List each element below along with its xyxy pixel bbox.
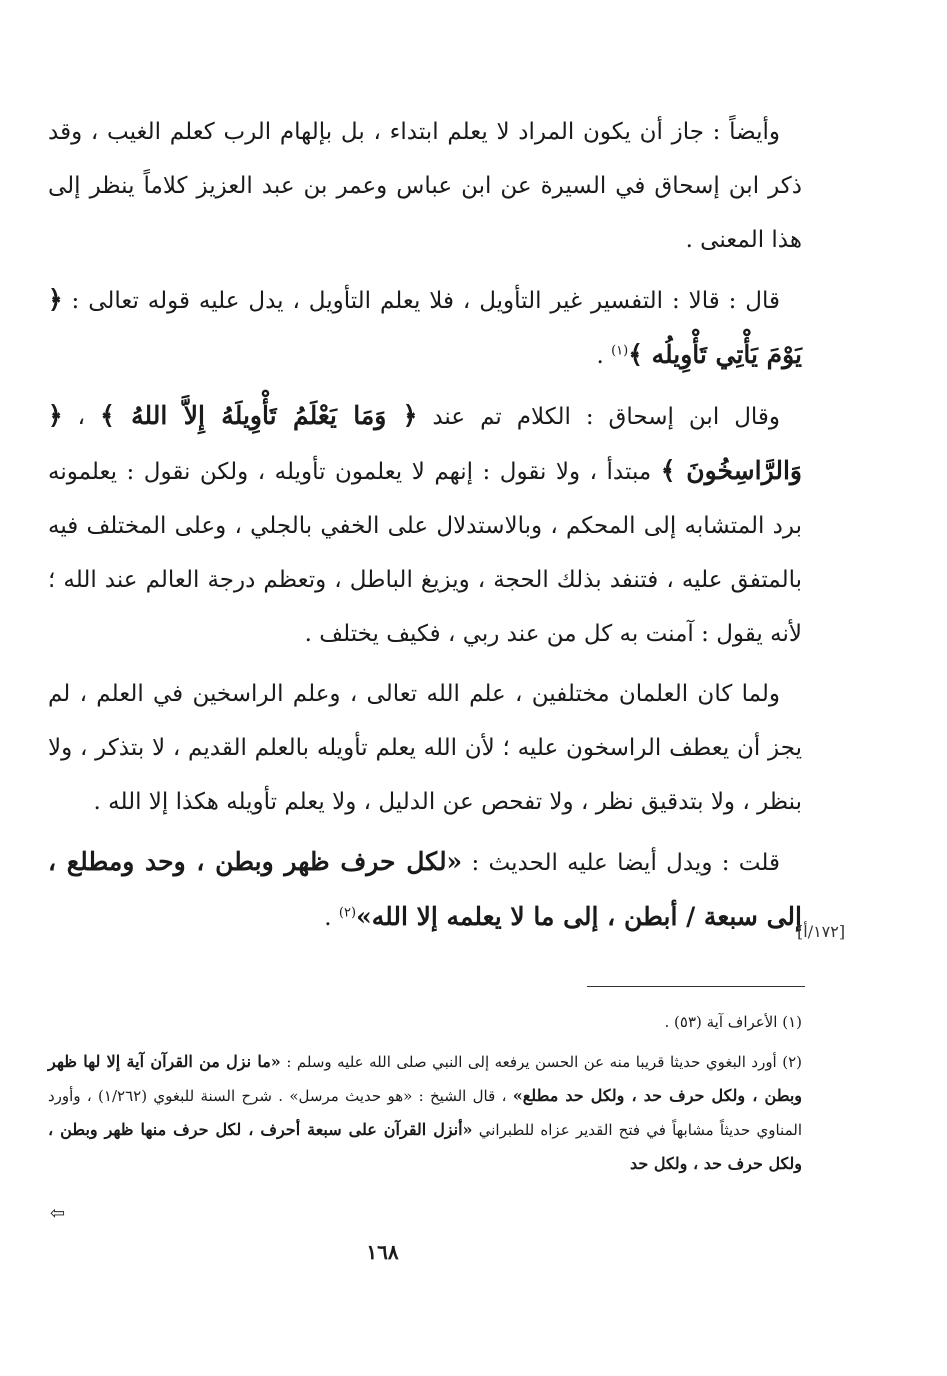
quran-verse: ﴿ يَوْمَ يَأْتِي تَأْوِيلُه ﴾: [48, 285, 802, 369]
paragraph-4: [48, 667, 802, 829]
paragraph-text: وأيضاً : جاز أن يكون المراد لا يعلم ابتداء ، بل بإلهام الرب كعلم الغيب ، وقد ذكر ابن إسحاق في السيرة عن ابن عباس وعمر بن عبد العزيز كلاماً ينظر إلى هذا المعنى .: [48, 119, 802, 253]
footnote-2: [48, 1045, 802, 1181]
footnote-ref: (١): [611, 343, 629, 359]
paragraph-text: ،: [62, 404, 101, 430]
main-text: [48, 105, 802, 951]
paragraph-text: .: [324, 905, 339, 931]
hadith-quote: «ما نزل من القرآن آية إلا لها ظهر وبطن ، ولكل حرف حد ، ولكل حد مطلع»: [48, 1052, 802, 1105]
footnote-ref: (٢): [338, 905, 357, 921]
hadith-quote: «أنزل القرآن على سبعة أحرف ، لكل حرف منها ظهر وبطن ، ولكل حرف حد ، ولكل حد: [48, 1120, 802, 1173]
paragraph-5: [48, 835, 802, 945]
footnote-1: [48, 1005, 802, 1039]
paragraph-text: مبتدأ ، ولا نقول : إنهم لا يعلمون تأويله ، ولكن نقول : يعلمونه برد المتشابه إلى المحكم ، وبالاستدلال على الخفي بالجلي ، وعلى المختلف فيه بالمتفق عليه ، فتنفد بذلك الحجة ، ويزيغ الباطل ، وتعظم درجة العالم عند الله ؛ لأنه يقول : آمنت به كل من عند ربي ، فكيف يختلف .: [48, 459, 802, 647]
paragraph-text: .: [596, 343, 612, 369]
page-number: ١٦٨: [366, 1240, 399, 1264]
paragraph-text: ولما كان العلمان مختلفين ، علم الله تعالى ، وعلم الراسخين في العلم ، لم يجز أن يعطف الراسخون عليه ؛ لأن الله يعلم تأويله بالعلم القديم ، لا بتذكر ، ولا بنظر ، ولا بتدقيق نظر ، ولا تفحص عن الدليل ، ولا يعلم تأويله هكذا إلا الله .: [48, 681, 802, 815]
paragraph-text: قلت : ويدل أيضا عليه الحديث :: [462, 850, 780, 876]
hadith-quote: «لكل حرف ظهر وبطن ، وحد ومطلع ، إلى سبعة / أبطن ، إلى ما لا يعلمه إلا الله»: [48, 847, 802, 931]
paragraph-2: [48, 273, 802, 383]
quran-verse: ﴿ وَالرَّاسِخُونَ ﴾: [48, 401, 802, 485]
footnote-text: (١) الأعراف آية (٥٣) .: [664, 1013, 802, 1031]
footnote-separator: [587, 986, 805, 987]
paragraph-text: وقال ابن إسحاق : الكلام تم عند: [417, 404, 781, 430]
manuscript-folio-marker: [١٧٢/أ]: [797, 922, 846, 941]
paragraph-3: [48, 389, 802, 661]
continued-arrow-icon: ⇦: [50, 1203, 66, 1224]
footnotes: [48, 1005, 802, 1187]
paragraph-1: [48, 105, 802, 267]
footnote-text: (٢) أورد البغوي حديثا قريبا منه عن الحسن يرفعه إلى النبي صلى الله عليه وسلم :: [280, 1053, 803, 1071]
quran-verse: ﴿ وَمَا يَعْلَمُ تَأْوِيلَهُ إِلاَّ اللهُ ﴾: [100, 401, 418, 430]
paragraph-text: قال : قالا : التفسير غير التأويل ، فلا يعلم التأويل ، يدل عليه قوله تعالى :: [62, 288, 780, 314]
footnote-text: ، قال الشيخ : «هو حديث مرسل» . شرح السنة للبغوي (١/٢٦٢) ، وأورد المناوي حديثاً مشابهاً في فتح القدير عزاه للطبراني: [48, 1087, 802, 1139]
